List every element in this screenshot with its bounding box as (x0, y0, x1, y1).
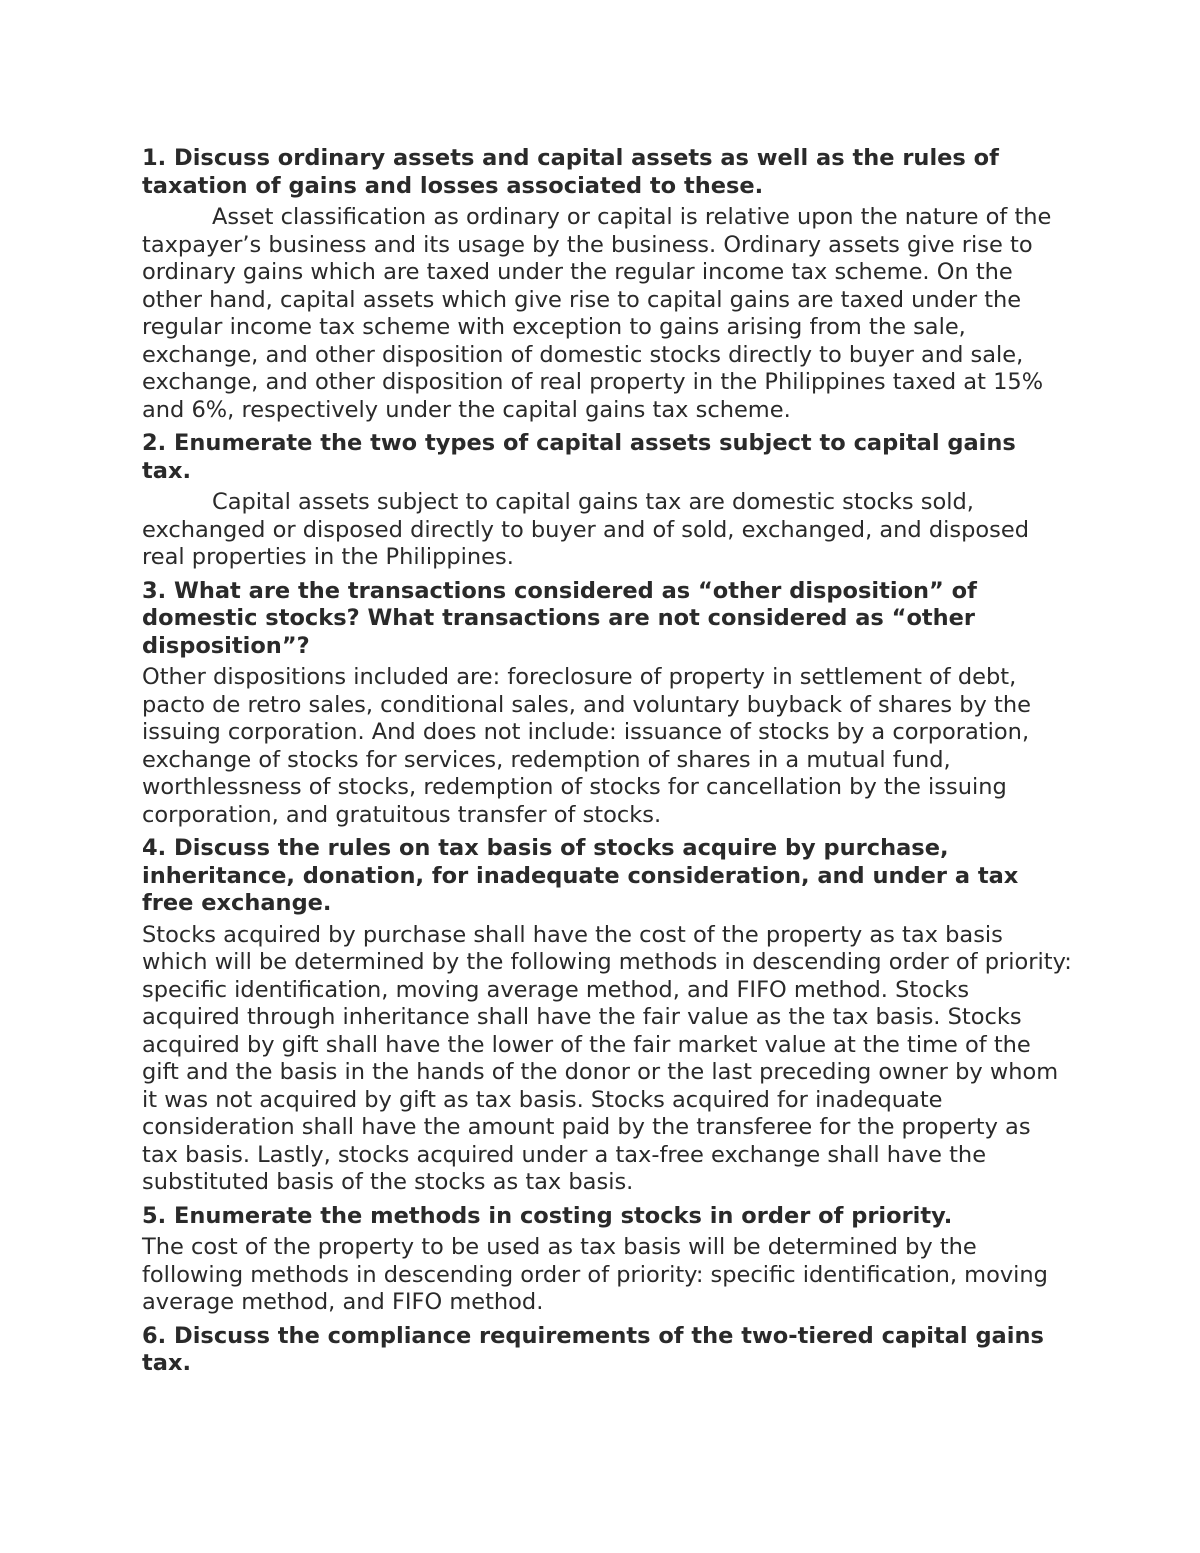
question-heading: 6. Discuss the compliance requirements of the two-tiered capital gains tax. (142, 1322, 1044, 1376)
answer-paragraph: The cost of the property to be used as tax basis will be determined by the following methods in descending order of priority: specific identification, moving average method, and FIFO method. (142, 1234, 1048, 1315)
section-4 (142, 835, 1072, 1197)
question-heading: 3. What are the transactions considered as “other disposition” of domestic stocks? What transactions are not considered as “other disposition”? (142, 577, 977, 659)
answer-paragraph: Stocks acquired by purchase shall have the cost of the property as tax basis which will be determined by the following methods in descending order of priority: specific identification, moving average method, and FIFO method. Stocks acquired through inheritance shall have the fair value as the tax basis. Stocks acquired by gift shall have the lower of the fair market value at the time of the gift and the basis in the hands of the donor or the last preceding owner by whom it was not acquired by gift as tax basis. Stocks acquired for inadequate consideration shall have the amount paid by the transferee for the property as tax basis. Lastly, stocks acquired under a tax-free exchange shall have the substituted basis of the stocks as tax basis. (142, 921, 1072, 1195)
section-6 (142, 1323, 1072, 1378)
section-2 (142, 430, 1072, 572)
question-heading: 1. Discuss ordinary assets and capital assets as well as the rules of taxation of gains and losses associated to these. (142, 145, 999, 199)
question-heading: 4. Discuss the rules on tax basis of stocks acquire by purchase, inheritance, donation, for inadequate consideration, and under a tax free exchange. (142, 835, 1019, 916)
section-3 (142, 578, 1072, 830)
answer-paragraph: Other dispositions included are: foreclosure of property in settlement of debt, pacto de retro sales, conditional sales, and voluntary buyback of shares by the issuing corporation. And does not include: issuance of stocks by a corporation, exchange of stocks for services, redemption of shares in a mutual fund, worthlessness of stocks, redemption of stocks for cancellation by the issuing corporation, and gratuitous transfer of stocks. (142, 664, 1031, 828)
document-page (142, 145, 1072, 1382)
question-heading: 5. Enumerate the methods in costing stocks in order of priority. (142, 1202, 953, 1229)
answer-paragraph: Asset classification as ordinary or capital is relative upon the nature of the taxpayer’s business and its usage by the business. Ordinary assets give rise to ordinary gains which are taxed under the regular income tax scheme. On the other hand, capital assets which give rise to capital gains are taxed under the regular income tax scheme with exception to gains arising from the sale, exchange, and other disposition of domestic stocks directly to buyer and sale, exchange, and other disposition of real property in the Philippines taxed at 15% and 6%, respectively under the capital gains tax scheme. (142, 204, 1052, 423)
question-heading: 2. Enumerate the two types of capital assets subject to capital gains tax. (142, 430, 1016, 484)
section-5 (142, 1203, 1072, 1317)
section-1 (142, 145, 1072, 424)
answer-paragraph: Capital assets subject to capital gains tax are domestic stocks sold, exchanged or disposed directly to buyer and of sold, exchanged, and disposed real properties in the Philippines. (142, 489, 1030, 570)
